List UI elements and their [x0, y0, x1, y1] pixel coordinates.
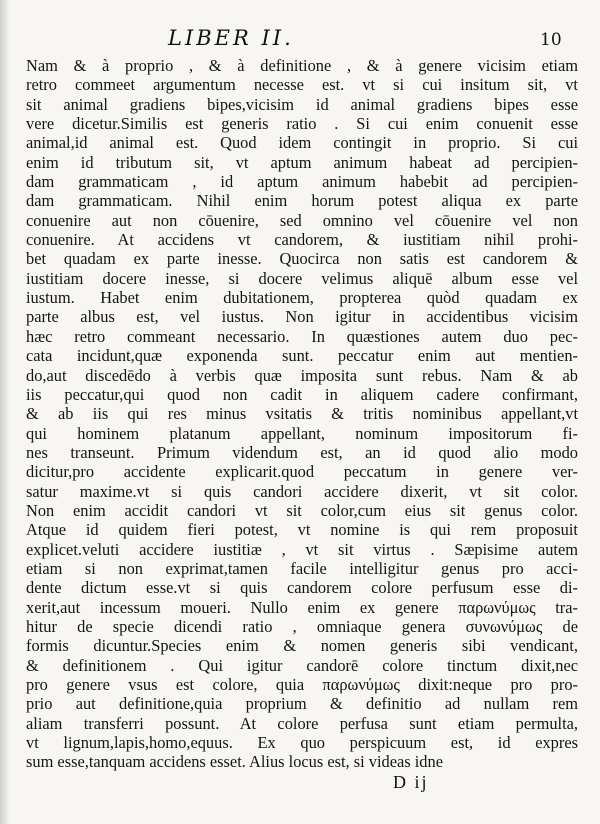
text-line: & definitionem . Qui igitur candorē colore tinctum dixit,nec [26, 655, 578, 675]
running-head: LIBER II. [168, 26, 294, 50]
text-line: satur maxime.vt si quis candori accidere dixerit, vt sit color. [26, 481, 578, 501]
text-line: pro genere vsus est colore, quia παρωνύμως dixit:neque pro pro- [26, 675, 578, 694]
text-line: vere dicetur.Similis est generis ratio . Si cui enim conuenit esse [26, 114, 578, 134]
text-line: aliam transferri possunt. At colore perfusa sunt etiam permulta, [26, 713, 578, 733]
text-line: nes transeunt. Primum videndum est, an id quod alio modo [26, 442, 578, 462]
text-line: dam grammaticam. Nihil enim horum potest aliqua ex parte [26, 191, 578, 211]
signature-mark: D ij [393, 772, 429, 792]
text-line: dente dictum esse.vt si quis candorem colore perfusum esse di- [26, 578, 578, 598]
text-line: xerit,aut incessum moueri. Nullo enim ex genere παρωνύμως tra- [26, 597, 578, 617]
text-line: iustitiam docere inesse, si docere velimus aliquē album esse vel [26, 268, 578, 288]
text-line: sit animal gradiens bipes,vicisim id animal gradiens bipes esse [26, 94, 578, 114]
page-number: 10 [540, 30, 562, 50]
page-header [0, 22, 600, 52]
text-line: conuenire aut non cōuenire, sed omnino vel cōuenire vel non [26, 210, 578, 230]
text-line: hitur de specie dicendi ratio , omniaque genera συνωνύμως de [26, 616, 578, 636]
text-line: prio aut definitione,quia proprium & definitio ad nullam rem [26, 694, 578, 714]
text-line: qui hominem platanum appellant, nominum impositorum fi- [26, 423, 578, 443]
text-line: explicet.veluti accidere iustitiæ , vt sit virtus . Sæpisime autem [26, 539, 578, 559]
text-line: cata incidunt,quæ exponenda sunt. peccatur enim aut mentien- [26, 346, 578, 366]
text-line: formis dicuntur.Species enim & nomen generis sibi vendicant, [26, 636, 578, 656]
text-line: hæc retro commeant necessario. In quæstiones autem duo pec- [26, 326, 578, 346]
text-line: vt lignum,lapis,homo,equus. Ex quo perspicuum est, id expres [26, 733, 578, 753]
text-line: iis peccatur,qui quod non cadit in aliquem cadere confirmant, [26, 384, 578, 404]
text-line: conuenire. At accidens vt candorem, & iustitiam nihil prohi- [26, 230, 578, 250]
text-line: bet quadam ex parte inesse. Quocirca non satis est candorem & [26, 249, 578, 269]
text-line: do,aut discedēdo à verbis quæ imposita sunt rebus. Nam & ab [26, 365, 578, 385]
text-line: Non enim accidit candori vt sit color,cum eius sit genus color. [26, 500, 578, 520]
text-line: Atque id quidem fieri potest, vt nomine is qui rem proposuit [26, 520, 578, 540]
text-line: enim id tributum sit, vt aptum animum habeat ad percipien- [26, 152, 578, 172]
text-line: animal,id animal est. Quod idem contingit in proprio. Si cui [26, 133, 578, 153]
body-text [26, 56, 578, 772]
text-line: etiam si non exprimat,tamen facile intelligitur genus pro acci- [26, 558, 578, 578]
text-line: dicitur,pro accidente explicarit.quod peccatum in genere ver- [26, 462, 578, 482]
text-line: & ab iis qui res minus vsitatis & tritis nominibus appellant,vt [26, 404, 578, 424]
text-line: retro commeet argumentum necesse est. vt si cui insitum sit, vt [26, 75, 578, 95]
text-line: dam grammaticam , id aptum animum habebit ad percipien- [26, 172, 578, 192]
text-line: Nam & à proprio , & à definitione , & à genere vicisim etiam [26, 56, 578, 75]
text-line: parte albus est, vel iustus. Non igitur in accidentibus vicisim [26, 307, 578, 327]
text-line: iustum. Habet enim dubitationem, propterea quòd quadam ex [26, 288, 578, 308]
text-line: sum esse,tanquam accidens esset. Alius locus est, si videas idne [26, 752, 443, 772]
